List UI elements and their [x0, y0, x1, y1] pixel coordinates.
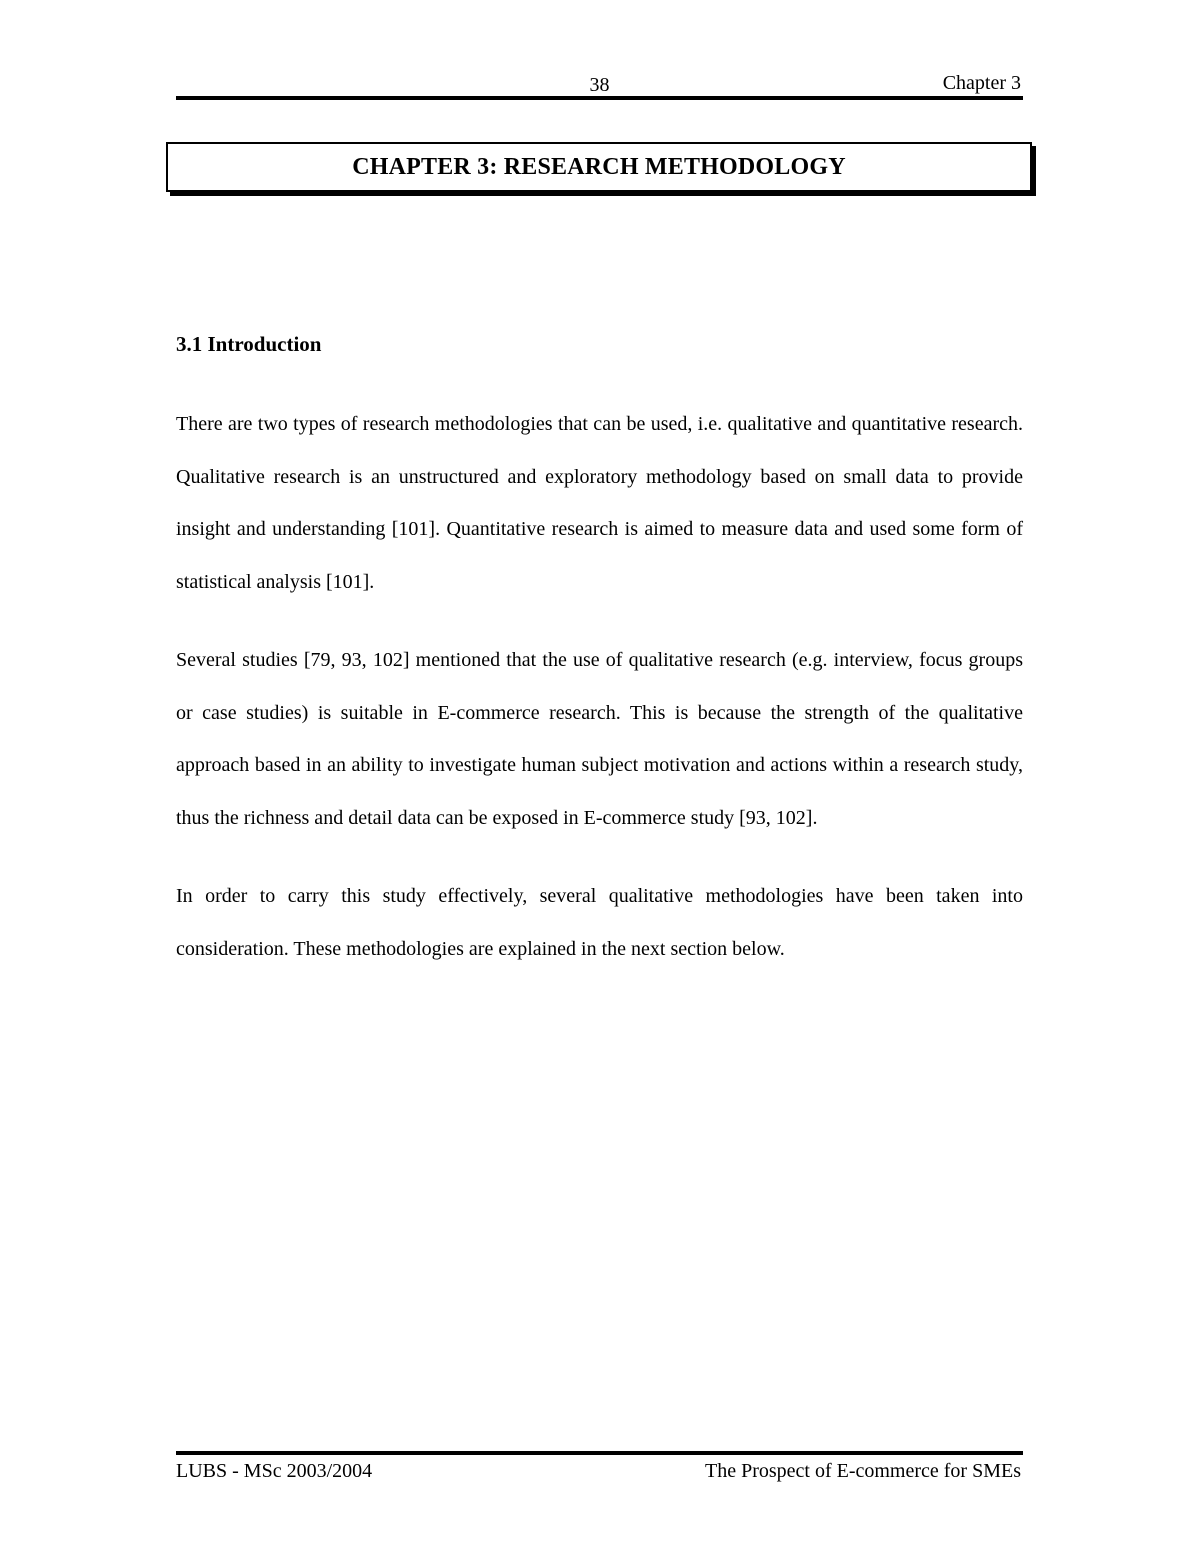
footer-rule	[176, 1451, 1023, 1455]
paragraph-3: In order to carry this study effectively, several qualitative methodologies have been taken into consideration. These methodologies are explained in the next section below.	[176, 885, 1023, 960]
footer-document-title: The Prospect of E-commerce for SMEs	[704, 1460, 1021, 1482]
section-heading: 3.1 Introduction	[176, 332, 322, 356]
paragraph-2: Several studies [79, 93, 102] mentioned that the use of qualitative research (e.g. interview, focus groups or case studies) is suitable in E-commerce research. This is because the strength of the qualitative approach based in an ability to investigate human subject motivation and actions within a research study, thus the richness and detail data can be exposed in E-commerce study [93, 102].	[176, 649, 1023, 829]
chapter-title: CHAPTER 3: RESEARCH METHODOLOGY	[352, 154, 846, 180]
paragraph-1: There are two types of research methodologies that can be used, i.e. qualitative and quantitative research. Qualitative research is an unstructured and exploratory methodology based on small data to provide insight and understanding [101]. Quantitative research is aimed to measure data and used some form of statistical analysis [101].	[176, 413, 1023, 593]
header-chapter-label: Chapter 3	[942, 72, 1021, 94]
page-number: 38	[589, 74, 610, 96]
chapter-title-box	[166, 142, 1032, 192]
body-text	[176, 398, 1023, 1001]
header-rule	[176, 96, 1023, 100]
page-footer	[176, 1460, 1023, 1490]
footer-institution: LUBS - MSc 2003/2004	[176, 1460, 373, 1482]
